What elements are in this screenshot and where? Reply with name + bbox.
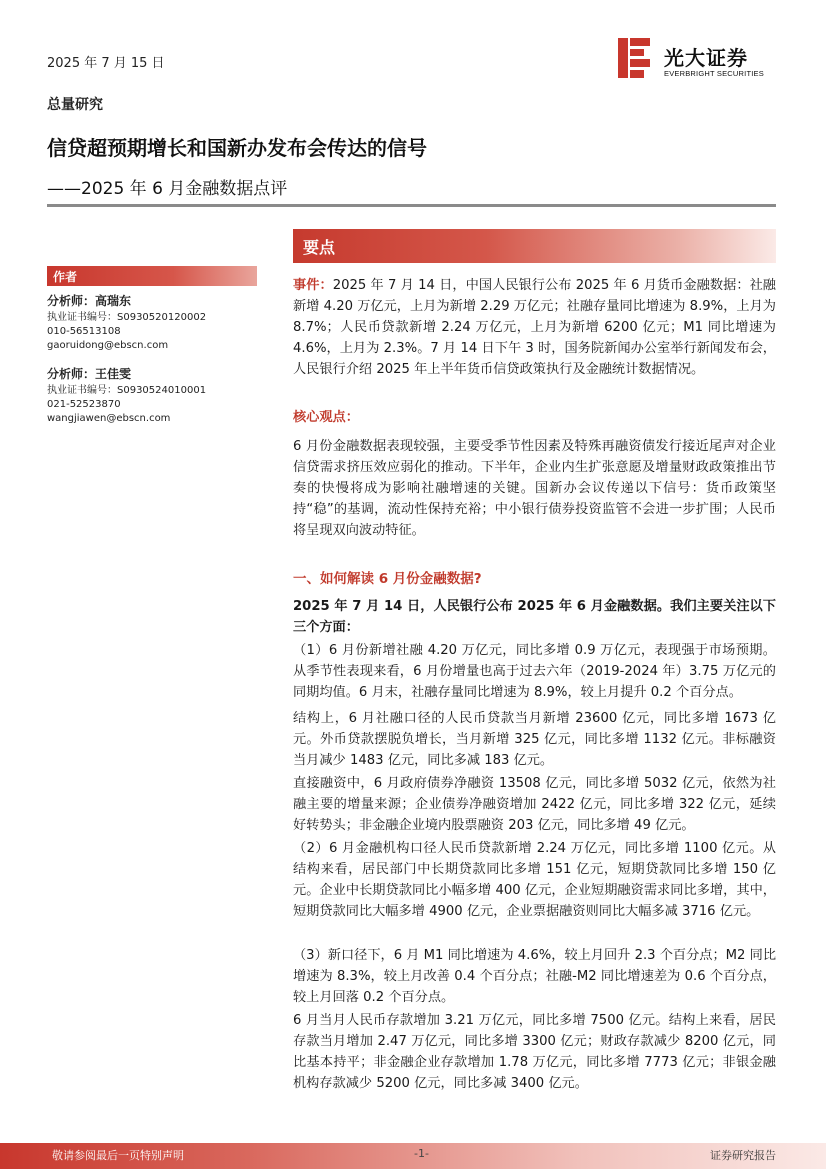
analyst-name: 分析师：王佳雯	[47, 367, 132, 381]
event-text: 2025 年 7 月 14 日，中国人民银行公布 2025 年 6 月货币金融数据：社融新增 4.20 万亿元，上月为新增 2.29 万亿元；社融存量同比增速为 8.9%，上月为 8.7%；人民币贷款新增 2.24 万亿元，上月为新增 6200 亿元；M1 同比增速为 4.6%，上月为 2.3%。7 月 14 日下午 3 时，国务院新闻办公室举行新闻发布会，人民银行介绍 2025 年上半年货币信贷政策执行及金融统计数据情况。	[293, 278, 776, 377]
company-logo	[618, 38, 778, 80]
logo-text-en: EVERBRIGHT SECURITIES	[664, 69, 764, 78]
body-paragraph: 结构上，6 月社融口径的人民币贷款当月新增 23600 亿元，同比多增 1673 亿元。外币贷款摆脱负增长，当月新增 325 亿元，同比多增 1132 亿元。非标融资当月减少 1483 亿元，同比多减 183 亿元。	[293, 711, 776, 768]
event-label: 事件：	[293, 278, 333, 293]
analyst-card	[47, 294, 257, 353]
report-subtitle: ——2025 年 6 月金融数据点评	[47, 179, 288, 199]
body-paragraph: （1）6 月份新增社融 4.20 万亿元，同比多增 0.9 万亿元，表现强于市场预期。从季节性表现来看，6 月份增量也高于过去六年（2019-2024 年）3.75 万亿元的同期均值。6 月末，社融存量同比增速为 8.9%，较上月提升 0.2 个百分点。	[293, 643, 776, 700]
logo-text-cn: 光大证券	[664, 46, 748, 70]
section-title: 一、如何解读 6 月份金融数据?	[293, 571, 482, 587]
footer-report-type: 证券研究报告	[710, 1149, 776, 1162]
analyst-email[interactable]: gaoruidong@ebscn.com	[47, 340, 169, 351]
body-paragraph: 直接融资中，6 月政府债券净融资 13508 亿元，同比多增 5032 亿元，依然为社融主要的增量来源；企业债券净融资增加 2422 亿元，同比多增 322 亿元，延续好转势头；非金融企业境内股票融资 203 亿元，同比多增 49 亿元。	[293, 776, 776, 833]
event-paragraph	[293, 275, 776, 380]
report-date: 2025 年 7 月 15 日	[47, 56, 165, 71]
analyst-email[interactable]: wangjiawen@ebscn.com	[47, 413, 171, 424]
page-footer	[0, 1143, 826, 1169]
page-number: -1-	[414, 1147, 429, 1160]
analyst-card	[47, 367, 257, 426]
body-paragraph: （2）6 月金融机构口径人民币贷款新增 2.24 万亿元，同比多增 1100 亿元。从结构来看，居民部门中长期贷款同比多增 151 亿元，短期贷款同比多增 150 亿元。企业中长期贷款同比小幅多增 400 亿元，企业短期融资需求同比多增，其中，短期贷款同比大幅多增 4900 亿元，企业票据融资则同比大幅多减 3716 亿元。	[293, 841, 776, 919]
analyst-phone: 021-52523870	[47, 399, 121, 410]
analyst-phone: 010-56513108	[47, 326, 121, 337]
report-category: 总量研究	[47, 97, 103, 113]
core-label-block	[293, 407, 776, 428]
report-title: 信贷超预期增长和国新办发布会传达的信号	[47, 136, 427, 160]
analyst-license: 执业证书编号：S0930524010001	[47, 385, 207, 396]
analyst-name: 分析师：高瑞东	[47, 294, 132, 308]
author-heading: 作者	[47, 266, 257, 286]
body-paragraph: （3）新口径下，6 月 M1 同比增速为 4.6%，较上月回升 2.3 个百分点；M2 同比增速为 8.3%，较上月改善 0.4 个百分点；社融-M2 同比增速差为 0.6 个百分点，较上月回落 0.2 个百分点。	[293, 948, 777, 1005]
title-divider	[47, 204, 776, 207]
analyst-license: 执业证书编号：S0930520120002	[47, 312, 207, 323]
everbright-logo-icon	[618, 38, 652, 78]
body-paragraph: 6 月当月人民币存款增加 3.21 万亿元，同比多增 7500 亿元。结构上来看，居民存款当月增加 2.47 万亿元，同比多增 3300 亿元；财政存款减少 8200 亿元，同比基本持平；非金融企业存款增加 1.78 万亿元，同比多增 7773 亿元；非银金融机构存款减少 5200 亿元，同比多减 3400 亿元。	[293, 1013, 776, 1091]
key-points-heading: 要点	[293, 229, 776, 263]
core-label: 核心观点：	[293, 410, 359, 425]
author-sidebar	[47, 266, 257, 426]
core-paragraph: 6 月份金融数据表现较强，主要受季节性因素及特殊再融资债发行接近尾声对企业信贷需求挤压效应弱化的推动。下半年，企业内生扩张意愿及增量财政政策推出节奏的快慢将成为影响社融增速的关键。国新办会议传递以下信号：货币政策坚持“稳”的基调，流动性保持充裕；中小银行债券投资监管不会进一步扩围；人民币将呈现双向波动特征。	[293, 439, 776, 538]
footer-disclaimer: 敬请参阅最后一页特别声明	[52, 1149, 184, 1162]
intro-paragraph: 2025 年 7 月 14 日，人民银行公布 2025 年 6 月金融数据。我们主要关注以下三个方面：	[293, 599, 776, 635]
